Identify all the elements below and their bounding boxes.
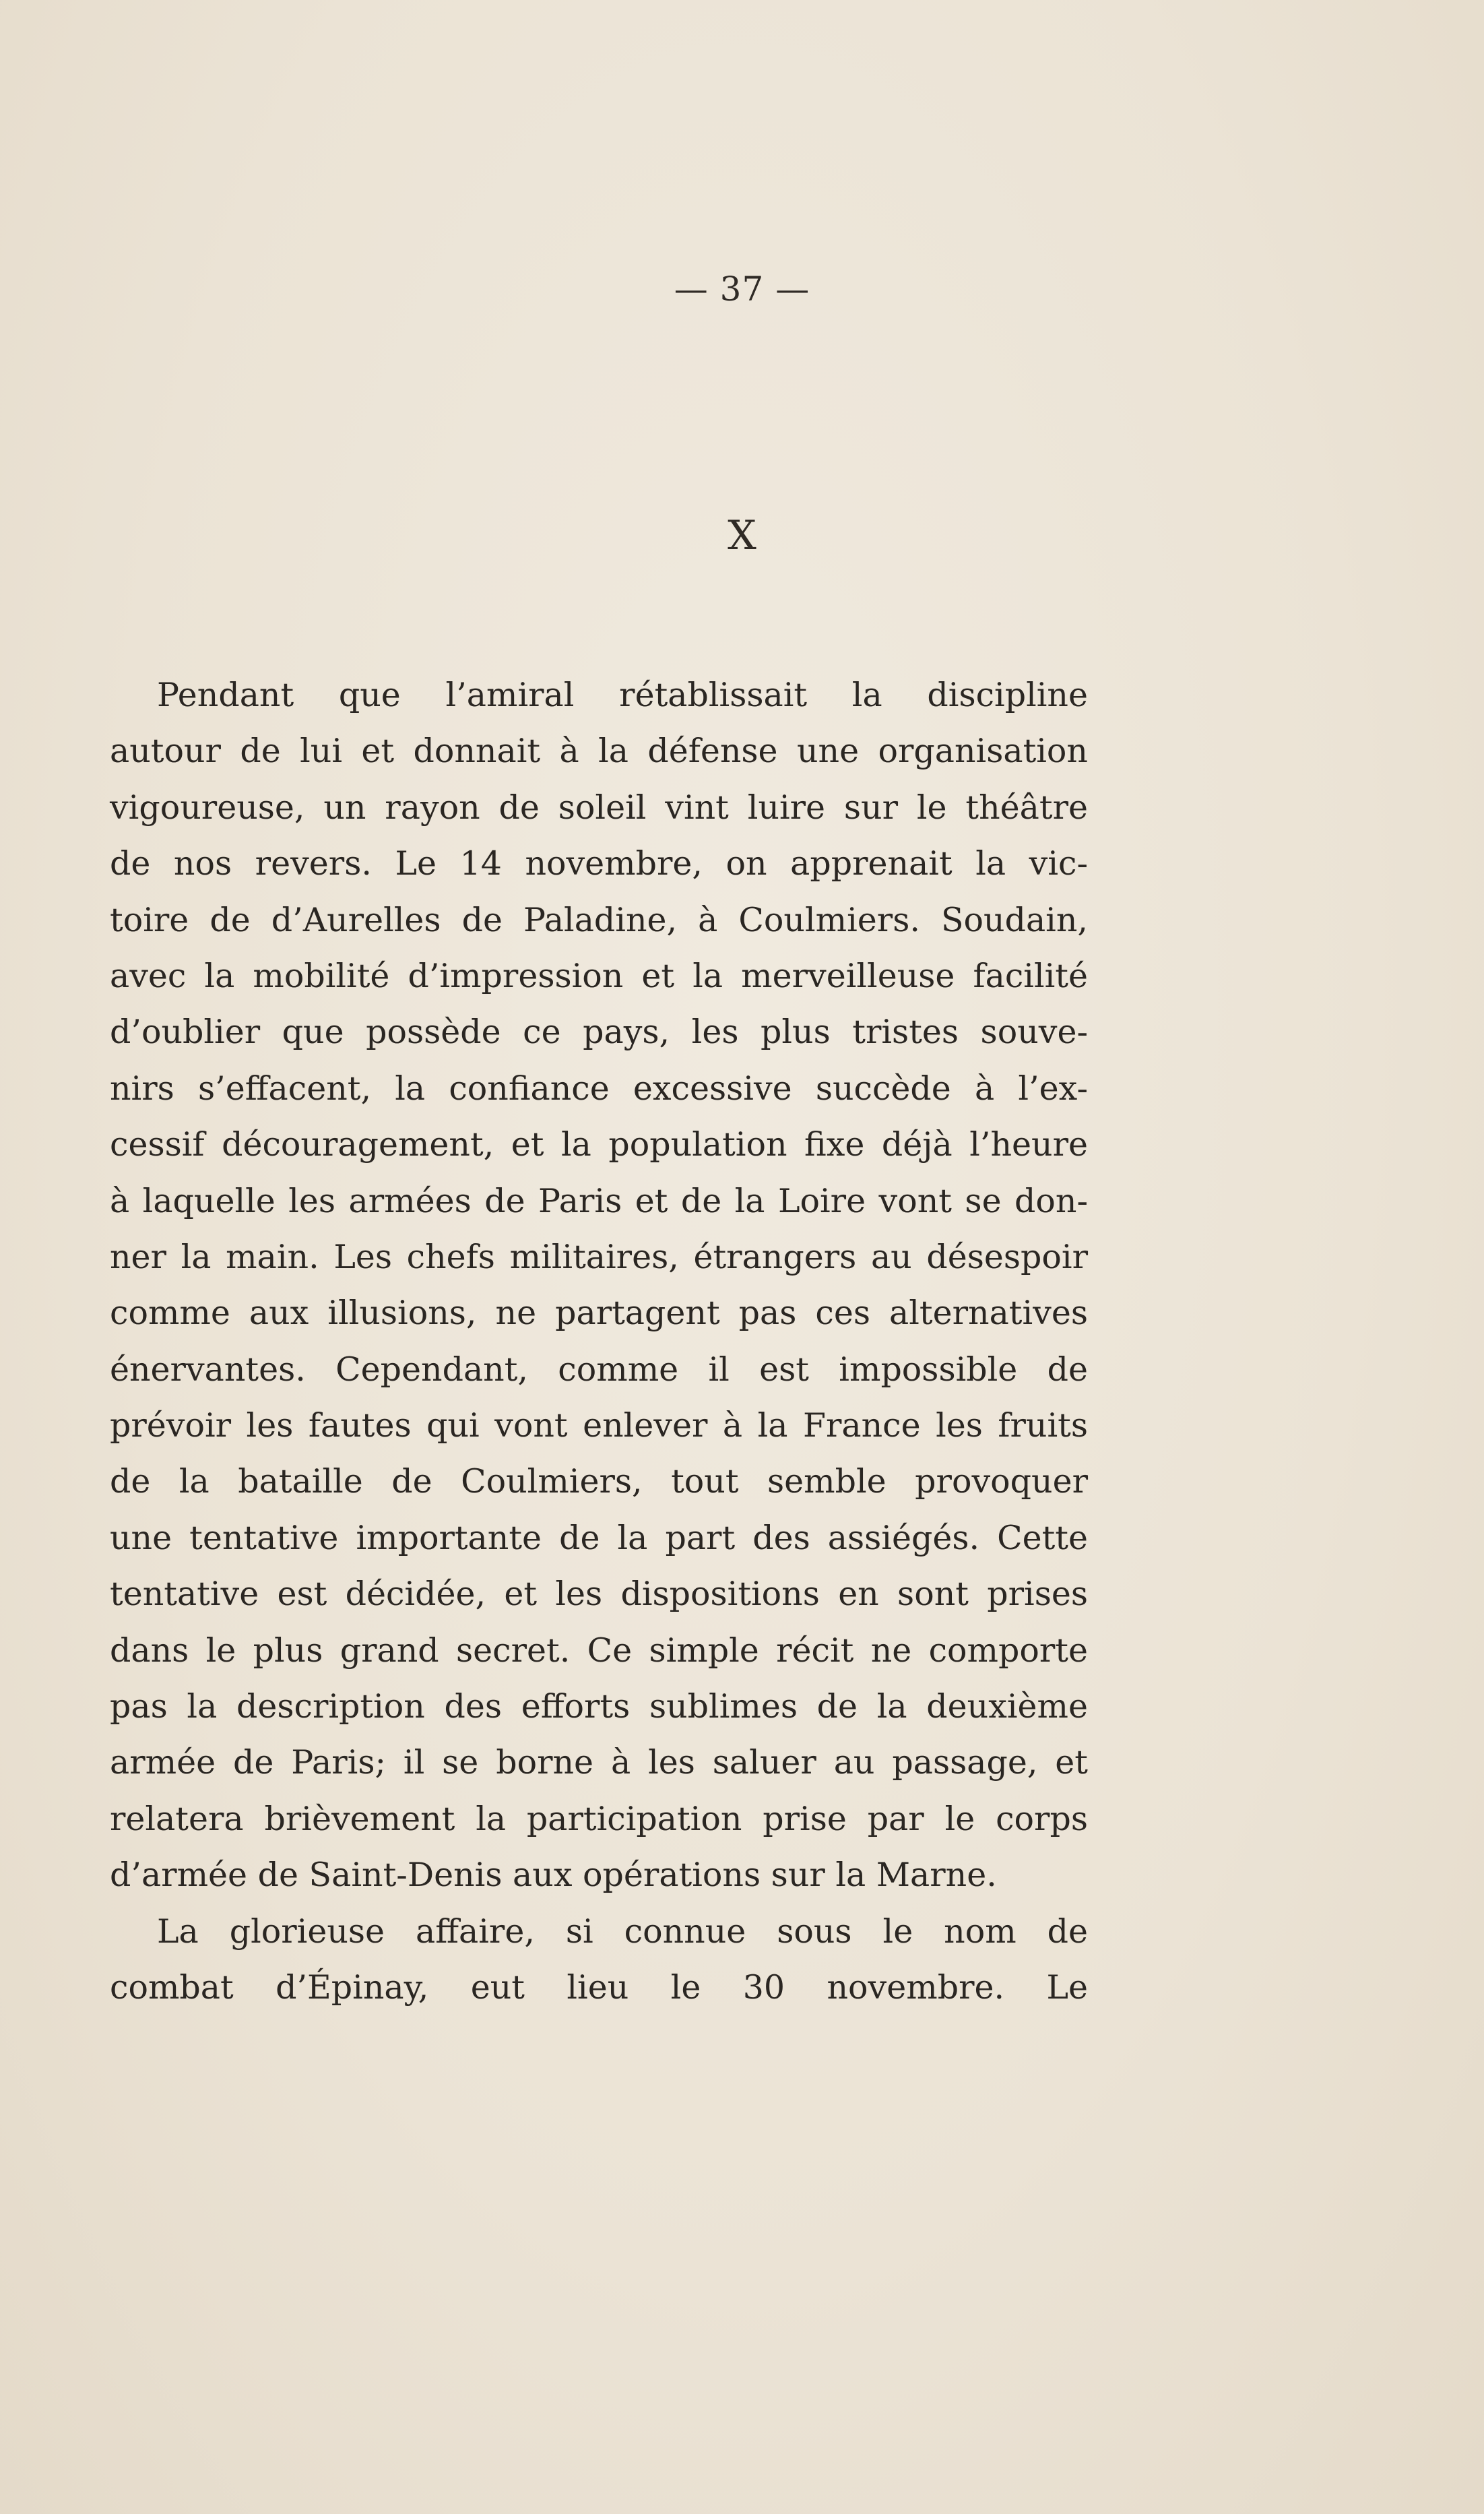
- text-line: tentative est décidée, et les dispositions en sont prises: [110, 1575, 1088, 1614]
- text-line: énervantes. Cependant, comme il est impossible de: [110, 1350, 1088, 1389]
- text-line: de nos revers. Le 14 novembre, on apprenait la vic-: [110, 844, 1088, 883]
- text-line: vigoureuse, un rayon de soleil vint luire sur le théâtre: [110, 788, 1088, 827]
- text-line: toire de d’Aurelles de Paladine, à Coulmiers. Soudain,: [110, 900, 1088, 939]
- text-line: avec la mobilité d’impression et la merveilleuse facilité: [110, 956, 1088, 995]
- text-line: La glorieuse affaire, si connue sous le nom de: [157, 1912, 1088, 1951]
- text-line: cessif découragement, et la population fixe déjà l’heure: [110, 1125, 1088, 1164]
- text-line: combat d’Épinay, eut lieu le 30 novembre. Le: [110, 1968, 1088, 2007]
- page-number: — 37 —: [674, 270, 810, 309]
- text-line: relatera brièvement la participation prise par le corps: [110, 1799, 1088, 1838]
- chapter-heading: X: [728, 512, 756, 559]
- text-line: comme aux illusions, ne partagent pas ces alternatives: [110, 1294, 1088, 1333]
- text-line: une tentative importante de la part des assiégés. Cette: [110, 1518, 1088, 1557]
- text-line: autour de lui et donnait à la défense une organisation: [110, 732, 1088, 771]
- body-text: [110, 667, 1088, 2015]
- text-line: de la bataille de Coulmiers, tout semble provoquer: [110, 1462, 1088, 1501]
- text-line: armée de Paris; il se borne à les saluer au passage, et: [110, 1743, 1088, 1782]
- text-line: dans le plus grand secret. Ce simple récit ne comporte: [110, 1631, 1088, 1670]
- text-line: prévoir les fautes qui vont enlever à la France les fruits: [110, 1406, 1088, 1445]
- text-line: d’oublier que possède ce pays, les plus tristes souve-: [110, 1013, 1088, 1052]
- text-line: Pendant que l’amiral rétablissait la discipline: [157, 676, 1088, 714]
- text-line: à laquelle les armées de Paris et de la Loire vont se don-: [110, 1181, 1088, 1220]
- text-line: nirs s’effacent, la confiance excessive succède à l’ex-: [110, 1069, 1088, 1108]
- text-line: pas la description des efforts sublimes de la deuxième: [110, 1687, 1088, 1726]
- text-line: ner la main. Les chefs militaires, étrangers au désespoir: [110, 1237, 1088, 1276]
- text-line: d’armée de Saint-Denis aux opérations sur la Marne.: [110, 1856, 997, 1895]
